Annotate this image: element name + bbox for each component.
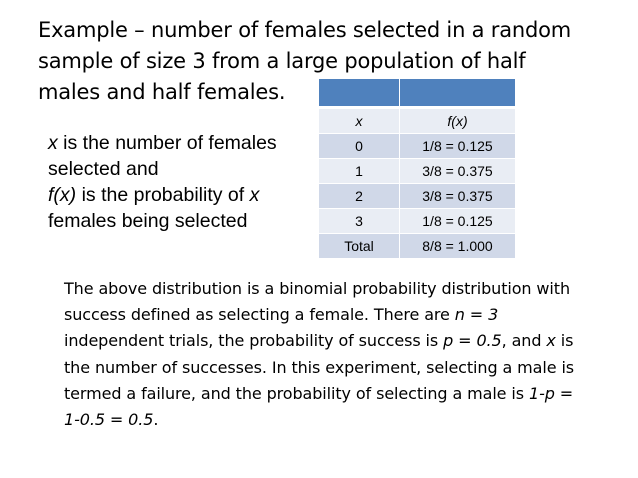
column-label-x: x xyxy=(319,108,400,134)
note-text-1: is the number of females selected and xyxy=(48,132,277,180)
column-label-fx: f(x) xyxy=(400,108,516,134)
n-expression: n = 3 xyxy=(454,305,499,325)
explanation-paragraph xyxy=(64,276,584,433)
x-variable-2: x xyxy=(249,184,260,206)
cell-x: 2 xyxy=(319,184,400,209)
body-text-1: The above distribution is a binomial probability distribution with success defined as selecting a female. There are xyxy=(64,279,570,325)
x-expression: x xyxy=(546,331,556,351)
fx-variable: f(x) xyxy=(48,184,77,206)
q-expression: 1-p = 1-0.5 = 0.5 xyxy=(64,383,574,430)
table-row xyxy=(319,209,516,234)
cell-fx: 1/8 = 0.125 xyxy=(400,209,516,234)
table-row xyxy=(319,134,516,159)
body-text-3: , and xyxy=(501,331,547,351)
header-cell-1 xyxy=(319,79,400,108)
header-cell-2 xyxy=(400,79,516,108)
body-text-2: independent trials, the probability of success is xyxy=(64,331,444,351)
x-variable: x xyxy=(48,132,58,154)
cell-x: 0 xyxy=(319,134,400,159)
note-text-3: females being selected xyxy=(48,210,248,232)
table-header-band xyxy=(319,79,516,108)
cell-fx: 1/8 = 0.125 xyxy=(400,134,516,159)
variable-definition xyxy=(48,130,298,234)
table-total-row xyxy=(319,234,516,259)
cell-total-label: Total xyxy=(319,234,400,259)
column-labels-row xyxy=(319,108,516,134)
cell-fx: 3/8 = 0.375 xyxy=(400,159,516,184)
cell-x: 3 xyxy=(319,209,400,234)
cell-x: 1 xyxy=(319,159,400,184)
table-row xyxy=(319,184,516,209)
distribution-table xyxy=(318,78,516,259)
p-expression: p = 0.5 xyxy=(443,331,502,351)
cell-fx: 3/8 = 0.375 xyxy=(400,184,516,209)
slide-title: Example – number of females selected in a random sample of size 3 from a large population of half males and half females. xyxy=(38,18,572,104)
note-text-2: is the probability of xyxy=(76,184,250,206)
body-text-4: is the number of successes. In this experiment, selecting a male is termed a failure, and the probability of selecting a male is xyxy=(64,331,575,403)
table-row xyxy=(319,159,516,184)
body-text-5: . xyxy=(153,410,159,430)
cell-total-value: 8/8 = 1.000 xyxy=(400,234,516,259)
